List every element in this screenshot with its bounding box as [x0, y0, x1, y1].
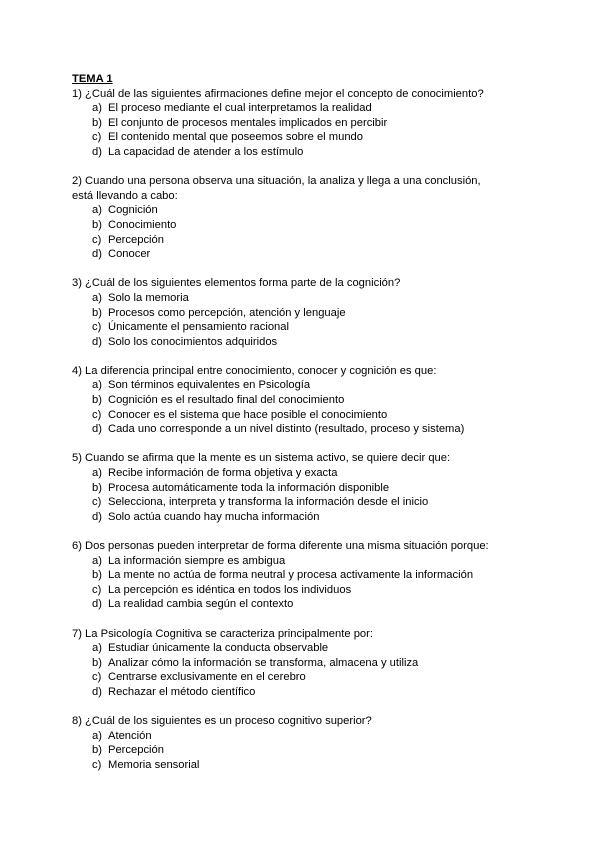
option-letter: b)	[92, 569, 102, 582]
option-text: Son términos equivalentes en Psicología	[108, 379, 311, 392]
option-text: Procesa automáticamente toda la información disponible	[108, 481, 390, 494]
option-list	[72, 729, 492, 773]
option-text: Solo actúa cuando hay mucha información	[108, 510, 320, 523]
answer-option	[72, 233, 492, 248]
answer-option	[72, 481, 492, 496]
option-letter: a)	[92, 467, 102, 480]
option-letter: b)	[92, 481, 102, 494]
option-text: El contenido mental que poseemos sobre el mundo	[108, 131, 363, 144]
question-text: 6) Dos personas pueden interpretar de forma diferente una misma situación porque:	[72, 540, 489, 552]
option-letter: c)	[92, 131, 102, 144]
option-letter: c)	[92, 233, 102, 246]
option-letter: c)	[92, 408, 102, 421]
option-letter: a)	[92, 642, 102, 655]
option-letter: d)	[92, 510, 102, 523]
answer-option	[72, 320, 492, 335]
question-3	[72, 276, 492, 349]
option-text: Centrarse exclusivamente en el cerebro	[108, 671, 306, 684]
option-text: Memoria sensorial	[108, 758, 200, 771]
option-text: La información siempre es ambigua	[108, 554, 286, 567]
question-5	[72, 451, 492, 524]
question-text: 3) ¿Cuál de los siguientes elementos forma parte de la cognición?	[72, 277, 401, 290]
option-letter: d)	[92, 248, 102, 261]
answer-option	[72, 218, 492, 233]
option-text: Selecciona, interpreta y transforma la información desde el inicio	[108, 496, 429, 509]
option-letter: b)	[92, 116, 102, 129]
answer-option	[72, 116, 492, 131]
option-text: Solo los conocimientos adquiridos	[108, 335, 278, 348]
option-text: Conocimiento	[108, 218, 177, 231]
option-letter: c)	[92, 671, 102, 684]
option-letter: c)	[92, 496, 102, 509]
option-letter: b)	[92, 218, 102, 231]
option-text: Cada uno corresponde a un nivel distinto (resultado, proceso y sistema)	[108, 423, 465, 436]
option-text: Estudiar únicamente la conducta observable	[108, 642, 329, 655]
answer-option	[72, 408, 492, 423]
option-list	[72, 101, 492, 159]
answer-option	[72, 568, 492, 583]
question-text: 8) ¿Cuál de los siguientes es un proceso cognitivo superior?	[72, 715, 372, 728]
option-list	[72, 203, 492, 261]
answer-option	[72, 466, 492, 481]
option-letter: a)	[92, 729, 102, 742]
question-text: 4) La diferencia principal entre conocimiento, conocer y cognición es que:	[72, 364, 437, 377]
option-text: El conjunto de procesos mentales implicados en percibir	[108, 116, 388, 129]
option-letter: b)	[92, 744, 102, 757]
option-text: Percepción	[108, 233, 164, 246]
option-letter: d)	[92, 598, 102, 611]
option-letter: a)	[92, 379, 102, 392]
answer-option	[72, 422, 492, 437]
answer-option	[72, 670, 492, 685]
option-text: La percepción es idéntica en todos los individuos	[108, 583, 352, 596]
question-text: 1) ¿Cuál de las siguientes afirmaciones define mejor el concepto de conocimiento?	[72, 87, 484, 100]
answer-option	[72, 130, 492, 145]
answer-option	[72, 291, 492, 306]
option-text: La mente no actúa de forma neutral y procesa activamente la información	[108, 569, 474, 582]
question-7	[72, 627, 492, 700]
option-text: Analizar cómo la información se transforma, almacena y utiliza	[108, 656, 419, 669]
document-title: TEMA 1	[72, 73, 113, 85]
answer-option	[72, 729, 492, 744]
option-list	[72, 378, 492, 436]
option-text: Cognición	[108, 204, 158, 217]
answer-option	[72, 510, 492, 525]
answer-option	[72, 101, 492, 116]
option-letter: d)	[92, 145, 102, 158]
answer-option	[72, 145, 492, 160]
question-8	[72, 714, 492, 772]
option-letter: d)	[92, 685, 102, 698]
answer-option	[72, 378, 492, 393]
option-letter: d)	[92, 335, 102, 348]
document-content	[72, 72, 492, 787]
option-letter: b)	[92, 394, 102, 407]
answer-option	[72, 758, 492, 773]
answer-option	[72, 203, 492, 218]
option-list	[72, 466, 492, 524]
option-text: Únicamente el pensamiento racional	[108, 321, 289, 334]
option-letter: b)	[92, 306, 102, 319]
option-text: La capacidad de atender a los estímulo	[108, 145, 304, 158]
answer-option	[72, 495, 492, 510]
answer-option	[72, 743, 492, 758]
option-text: Rechazar el método científico	[108, 685, 256, 698]
option-text: Cognición es el resultado final del conocimiento	[108, 394, 345, 407]
question-text: 2) Cuando una persona observa una situación, la analiza y llega a una conclusión, está llevando a cabo:	[72, 175, 481, 202]
question-2	[72, 174, 492, 262]
option-text: Atención	[108, 729, 152, 742]
option-letter: d)	[92, 423, 102, 436]
answer-option	[72, 393, 492, 408]
option-text: Conocer es el sistema que hace posible el conocimiento	[108, 408, 388, 421]
question-list	[72, 87, 492, 773]
answer-option	[72, 656, 492, 671]
option-letter: a)	[92, 554, 102, 567]
option-letter: c)	[92, 321, 102, 334]
answer-option	[72, 641, 492, 656]
question-text: 7) La Psicología Cognitiva se caracteriza principalmente por:	[72, 627, 373, 640]
answer-option	[72, 554, 492, 569]
question-text: 5) Cuando se afirma que la mente es un sistema activo, se quiere decir que:	[72, 452, 451, 465]
answer-option	[72, 247, 492, 262]
option-letter: a)	[92, 204, 102, 217]
answer-option	[72, 306, 492, 321]
question-6	[72, 539, 492, 612]
option-letter: a)	[92, 102, 102, 115]
option-letter: a)	[92, 291, 102, 304]
option-list	[72, 554, 492, 612]
option-text: Conocer	[108, 248, 151, 261]
option-list	[72, 641, 492, 699]
answer-option	[72, 685, 492, 700]
answer-option	[72, 597, 492, 612]
option-letter: c)	[92, 758, 102, 771]
question-4	[72, 364, 492, 437]
option-text: Solo la memoria	[108, 291, 189, 304]
option-text: El proceso mediante el cual interpretamos la realidad	[108, 102, 372, 115]
answer-option	[72, 335, 492, 350]
option-text: Procesos como percepción, atención y lenguaje	[108, 306, 346, 319]
question-1	[72, 87, 492, 160]
option-text: La realidad cambia según el contexto	[108, 598, 294, 611]
option-text: Percepción	[108, 744, 164, 757]
option-letter: b)	[92, 656, 102, 669]
option-text: Recibe información de forma objetiva y exacta	[108, 467, 338, 480]
answer-option	[72, 583, 492, 598]
option-list	[72, 291, 492, 349]
option-letter: c)	[92, 583, 102, 596]
